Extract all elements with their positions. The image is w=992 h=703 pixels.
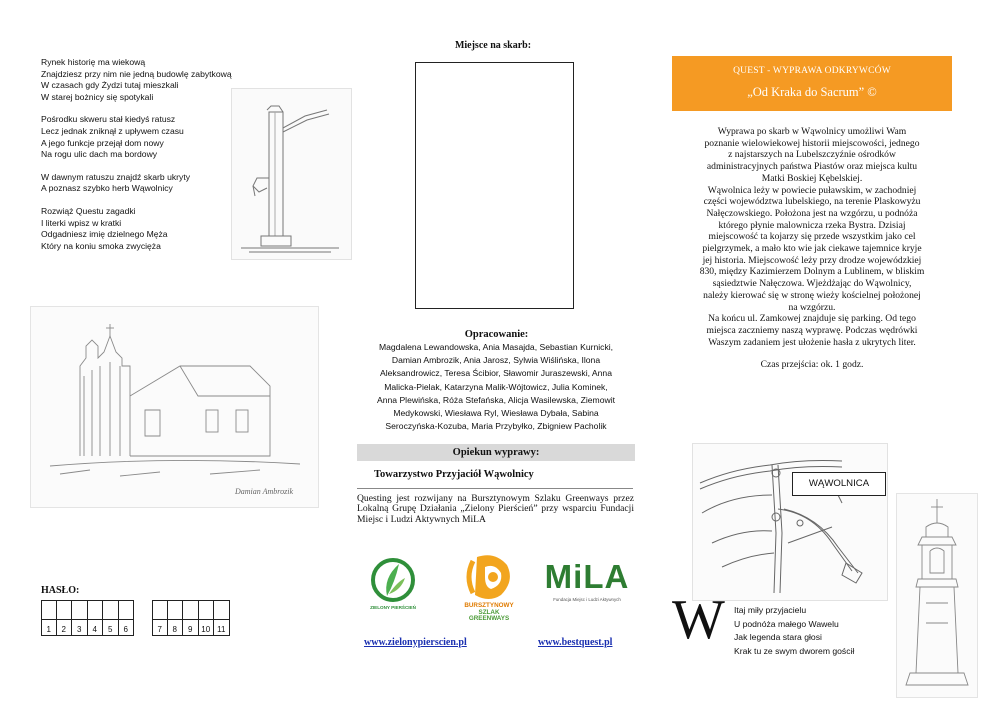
prepared-label: Opracowanie:: [464, 329, 529, 340]
poem-line: A jego funkcje przejął dom nowy: [41, 137, 164, 148]
drop-cap-w: W: [672, 589, 725, 651]
quest-header: [672, 56, 952, 111]
description-line: miejsca zaczniemy naszą wyprawę. Podczas wędrówki: [706, 324, 918, 336]
credit-line: Anna Plewińska, Róża Stefańska, Alicja Wasilewska, Ziemowit: [376, 394, 615, 405]
closing-poem-line: U podnóża małego Wawelu: [734, 618, 839, 629]
description-line: jej historia. Miejscowość leży przy drodze wojewódzkiej: [702, 254, 922, 266]
logo-caption: BURSZTYNOWY: [464, 602, 514, 609]
poem-line: A poznasz szybko herb Wąwolnicy: [41, 183, 173, 194]
quest-description: [662, 126, 962, 371]
password-boxes-group-2: [152, 600, 230, 636]
closing-poem-line: Itaj miły przyjacielu: [734, 605, 807, 615]
bestquest-link[interactable]: www.bestquest.pl: [538, 637, 613, 648]
poem-line: W czasach gdy Żydzi tutaj mieszkali: [41, 80, 179, 91]
quest-header-line1: QUEST - WYPRAWA ODKRYWCÓW: [733, 66, 891, 76]
description-line: Wyprawa po skarb w Wąwolnicy umożliwi Wam: [717, 126, 907, 137]
description-line: administracyjnych państwa Piastów oraz miejsca kultu: [706, 161, 918, 173]
description-line: Waszym zadaniem jest ułożenie hasła z ukrytych liter.: [708, 336, 916, 348]
church-sketch: [30, 306, 319, 508]
password-letter-box[interactable]: 8: [168, 600, 184, 636]
password-letter-box[interactable]: 3: [72, 600, 88, 636]
poem-line: W starej bożnicy się spotykali: [41, 91, 154, 102]
password-letter-box[interactable]: 1: [41, 600, 57, 636]
password-letter-box[interactable]: 11: [214, 600, 230, 636]
poem-line: Rozwiąż Questu zagadki: [41, 205, 136, 216]
password-boxes-group-1: [41, 600, 134, 636]
description-line: pielgrzymek, a mało kto wie jak ciekawe tajemnice kryje: [702, 243, 922, 255]
zielonypierscien-link[interactable]: www.zielonypierscien.pl: [364, 637, 467, 648]
description-line: z najstarszych na Lubelszczyźnie ośrodków: [728, 149, 896, 161]
closing-poem: [734, 604, 854, 658]
description-line: poznanie wielowiekowej historii miejscowości, jednego: [704, 137, 920, 149]
treasure-label: Miejsce na skarb:: [454, 40, 532, 51]
description-line: Na końcu ul. Zamkowej znajduje się parking. Od tego: [708, 313, 916, 325]
description-line: którego płynie malownicza rzeka Bystra. Dzisiaj: [718, 219, 906, 231]
credit-line: Aleksandrowicz, Teresa Ścibior, Sławomir Juraszewski, Anna: [380, 368, 612, 379]
questing-text: Questing jest rozwijany na Bursztynowym Szlaku Greenways przez Lokalną Grupę Działania „Zielony Pierścień” przy wsparciu Fundacji Miejsc i Ludzi Aktywnych MiLA: [357, 493, 634, 525]
bursztynowy-szlak-logo: [455, 551, 523, 631]
credit-line: Malicka-Pielak, Katarzyna Malik-Wójtowicz, Julia Kominek,: [384, 381, 608, 392]
poem-line: Lecz jednak zniknął z upływem czasu: [41, 125, 184, 136]
sketch-signature: Damian Ambrozik: [235, 487, 293, 496]
poem-line: Odgadniesz imię dzielnego Męża: [41, 229, 168, 240]
guardian-label: Opiekun wyprawy:: [357, 444, 635, 461]
poem-line: Który na koniu smoka zwycięża: [41, 240, 161, 251]
treasure-box[interactable]: [415, 62, 574, 309]
quest-title: „Od Kraka do Sacrum” ©: [747, 85, 877, 99]
poem-line: Rynek historię ma wiekową: [41, 57, 146, 67]
poem-line: Znajdziesz przy nim nie jedną budowlę zabytkową: [41, 68, 232, 79]
credit-line: Seroczyńska-Kozuba, Maria Przybyłko, Zbigniew Pacholik: [385, 421, 607, 432]
description-line: należy kierować się w stronę wieży kościelnej położonej: [703, 289, 921, 301]
description-line: części województwa lubelskiego, na terenie Plaskowyżu: [703, 196, 921, 208]
description-line: na wzgórzu.: [788, 301, 836, 313]
poem-line: W dawnym ratuszu znajdź skarb ukryty: [41, 171, 191, 182]
guardian-name: Towarzystwo Przyjaciół Wąwolnicy: [374, 469, 534, 480]
description-line: Wąwolnica leży w powiecie puławskim, w zachodniej: [707, 184, 917, 196]
password-letter-box[interactable]: 5: [103, 600, 119, 636]
credit-line: Damian Ambrozik, Ania Jarosz, Sylwia Wiślińska, Ilona: [391, 355, 601, 366]
logo-caption: GREENWAYS: [468, 615, 510, 623]
closing-poem-line: Krak tu ze swym dworem gościł: [734, 645, 855, 656]
description-line: miejscowość ta kojarzy się przede wszystkim jako cel: [708, 231, 916, 243]
guardian-divider: [357, 488, 633, 489]
route-map: [692, 443, 888, 601]
logo-caption: Fundacja Miejsc i Ludzi Aktywnych: [553, 597, 621, 602]
closing-poem-line: Jak legenda stara głosi: [734, 632, 822, 642]
password-letter-box[interactable]: 7: [152, 600, 168, 636]
map-town-label: WĄWOLNICA: [792, 472, 886, 496]
description-line: Nałęczowskiego. Położona jest na wzgórzu, u podnóża: [706, 207, 918, 219]
credit-line: Magdalena Lewandowska, Ania Masajda, Sebastian Kurnicki,: [378, 342, 614, 352]
water-pump-sketch: [231, 88, 352, 260]
password-label: HASŁO:: [41, 585, 80, 596]
poem-line: I literki wpisz w kratki: [41, 217, 122, 228]
password-letter-box[interactable]: 9: [183, 600, 199, 636]
mila-wordmark: MiLA: [544, 558, 630, 595]
shrine-sketch: [896, 493, 978, 698]
password-letter-box[interactable]: 2: [57, 600, 73, 636]
description-line: 830, między Kazimierzem Dolnym a Lublinem, w bliskim: [699, 266, 925, 278]
logo-caption: SZLAK: [478, 608, 500, 616]
password-letter-box[interactable]: 6: [119, 600, 135, 636]
password-letter-box[interactable]: 4: [88, 600, 104, 636]
password-letter-box[interactable]: 10: [199, 600, 215, 636]
poem-line: Pośrodku skweru stał kiedyś ratusz: [41, 114, 176, 125]
poem-line: Na rogu ulic dach ma bordowy: [41, 149, 158, 160]
time-text: Czas przejścia: ok. 1 godz.: [760, 359, 864, 371]
credit-line: Medykowski, Wiesława Ryl, Wiesława Dybała, Sabina: [393, 408, 599, 419]
mila-logo: [540, 560, 634, 610]
description-line: sąsiedztwie Nałęczowa. Wjeżdżając do Wąwolnicy,: [712, 278, 912, 290]
zielony-pierscien-logo: [363, 556, 423, 618]
prepared-names: [352, 341, 640, 433]
logo-caption: ZIELONY PIERŚCIEŃ: [370, 605, 416, 610]
description-line: Matki Boskiej Kębelskiej.: [761, 172, 863, 184]
